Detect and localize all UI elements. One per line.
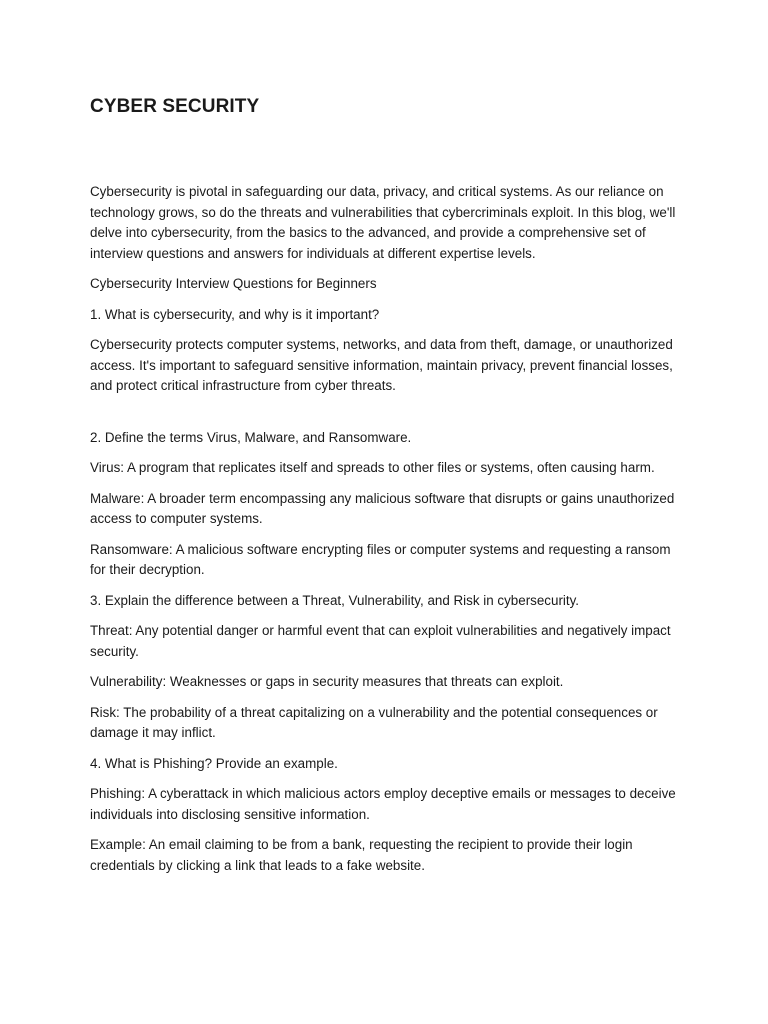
answer-3-risk: Risk: The probability of a threat capitalizing on a vulnerability and the potential consequences or damage it may inflict. (90, 704, 658, 740)
document-body (90, 95, 680, 886)
question-1: 1. What is cybersecurity, and why is it important? (90, 306, 380, 322)
answer-4-example: Example: An email claiming to be from a bank, requesting the recipient to provide their login credentials by clicking a link that leads to a fake website. (90, 837, 633, 873)
document-title: CYBER SECURITY (90, 96, 260, 117)
question-4: 4. What is Phishing? Provide an example. (90, 755, 338, 771)
question-2: 2. Define the terms Virus, Malware, and Ransomware. (90, 429, 412, 445)
answer-3-vulnerability: Vulnerability: Weaknesses or gaps in security measures that threats can exploit. (90, 674, 564, 689)
answer-1: Cybersecurity protects computer systems, networks, and data from theft, damage, or unauthorized access. It's important to safeguard sensitive information, maintain privacy, prevent financial losses, and protect critical infrastructure from cyber threats. (90, 337, 673, 393)
section-heading-beginners: Cybersecurity Interview Questions for Beginners (90, 276, 377, 291)
intro-paragraph: Cybersecurity is pivotal in safeguarding our data, privacy, and critical systems. As our reliance on technology grows, so do the threats and vulnerabilities that cybercriminals exploit. In this blog, we'll delve into cybersecurity, from the basics to the advanced, and provide a comprehensive set of interview questions and answers for individuals at different expertise levels. (90, 184, 676, 261)
answer-2-virus: Virus: A program that replicates itself and spreads to other files or systems, often causing harm. (90, 460, 655, 475)
answer-2-malware: Malware: A broader term encompassing any malicious software that disrupts or gains unauthorized access to computer systems. (90, 490, 675, 526)
answer-4-phishing: Phishing: A cyberattack in which malicious actors employ deceptive emails or messages to deceive individuals into disclosing sensitive information. (90, 786, 676, 822)
answer-3-threat: Threat: Any potential danger or harmful event that can exploit vulnerabilities and negatively impact security. (90, 623, 671, 659)
question-3: 3. Explain the difference between a Threat, Vulnerability, and Risk in cybersecurity. (90, 592, 580, 608)
answer-2-ransomware: Ransomware: A malicious software encrypting files or computer systems and requesting a ransom for their decryption. (90, 541, 671, 577)
